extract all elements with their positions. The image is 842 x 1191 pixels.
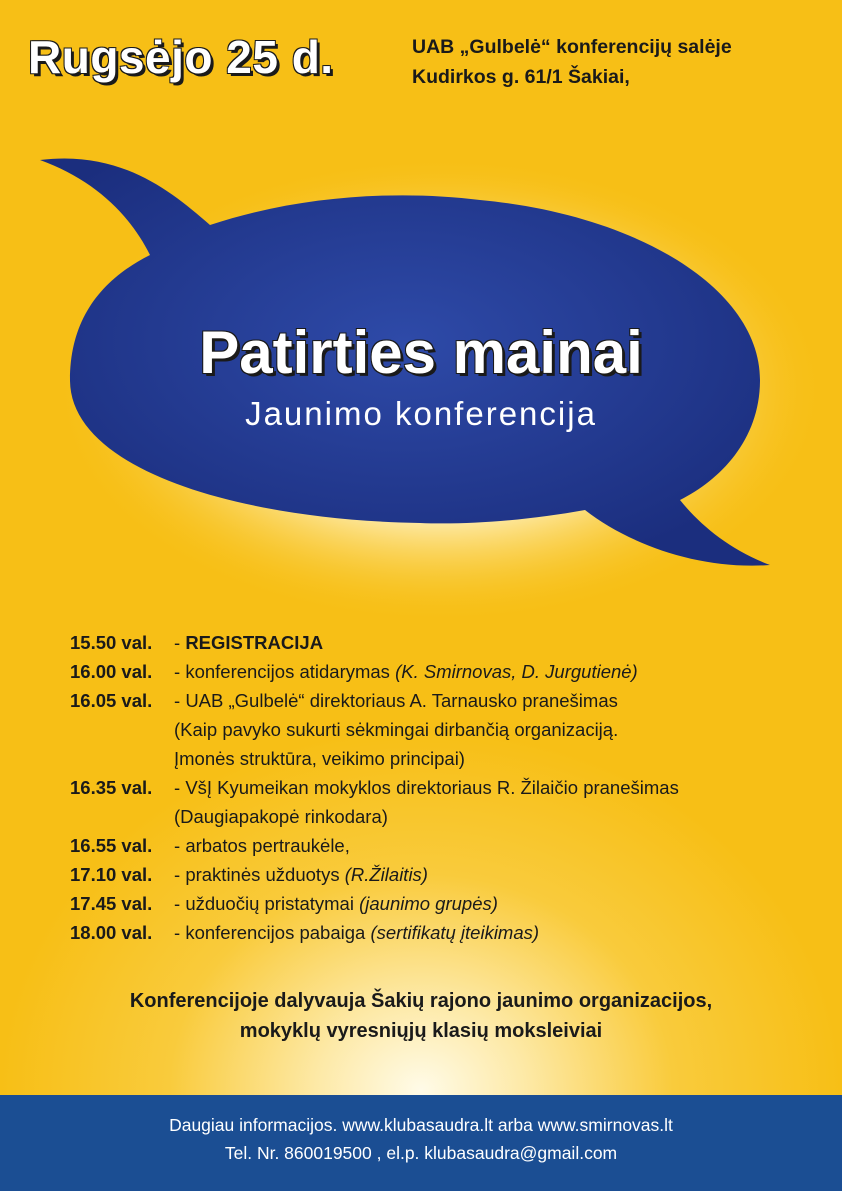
- agenda-desc: - UAB „Gulbelė“ direktoriaus A. Tarnausko pranešimas: [174, 690, 618, 711]
- agenda-time: 18.00 val.: [70, 922, 153, 943]
- agenda-row: [70, 773, 810, 802]
- agenda-time: 17.45 val.: [70, 893, 153, 914]
- agenda-desc: - praktinės užduotys (R.Žilaitis): [174, 864, 428, 885]
- agenda-desc: - konferencijos pabaiga (sertifikatų įteikimas): [174, 922, 540, 943]
- agenda-continuation: (Daugiapakopė rinkodara): [174, 806, 388, 827]
- conference-subtitle: Jaunimo konferencija: [245, 395, 597, 432]
- note-line-2: mokyklų vyresniųjų klasių moksleiviai: [239, 1020, 603, 1042]
- agenda-row: [70, 860, 810, 889]
- agenda-desc: - arbatos pertraukėle,: [174, 835, 350, 856]
- agenda-desc: - konferencijos atidarymas (K. Smirnovas, D. Jurgutienė): [174, 661, 638, 682]
- agenda-row: [70, 889, 810, 918]
- agenda-desc: - VšĮ Kyumeikan mokyklos direktoriaus R. Žilaičio pranešimas: [174, 777, 679, 798]
- agenda-time: 16.35 val.: [70, 777, 153, 798]
- event-date: Rugsėjo 25 d.: [28, 31, 334, 83]
- venue-line-1: UAB „Gulbelė“ konferencijų salėje: [412, 36, 732, 58]
- agenda-continuation: (Kaip pavyko sukurti sėkmingai dirbančią organizaciją.: [174, 719, 619, 740]
- agenda-row: [70, 657, 810, 686]
- agenda-row: [70, 831, 810, 860]
- agenda-time: 17.10 val.: [70, 864, 153, 885]
- agenda-time: 16.05 val.: [70, 690, 153, 711]
- footer-contact-line: Tel. Nr. 860019500 , el.p. klubasaudra@gmail.com: [224, 1143, 618, 1163]
- agenda-desc: - REGISTRACIJA: [174, 632, 324, 653]
- footer-info-line: Daugiau informacijos. www.klubasaudra.lt arba www.smirnovas.lt: [169, 1115, 673, 1135]
- agenda: [70, 628, 810, 947]
- participants-note: [0, 986, 842, 1046]
- agenda-row: [70, 628, 810, 657]
- agenda-row: [70, 918, 810, 947]
- footer: [0, 1095, 842, 1191]
- note-line-1: Konferencijoje dalyvauja Šakių rajono jaunimo organizacijos,: [129, 990, 713, 1012]
- agenda-desc: - užduočių pristatymai (jaunimo grupės): [174, 893, 498, 914]
- agenda-time: 16.55 val.: [70, 835, 153, 856]
- conference-title: Patirties mainai: [199, 319, 643, 386]
- agenda-continuation: Įmonės struktūra, veikimo principai): [174, 748, 465, 769]
- agenda-time: 15.50 val.: [70, 632, 153, 653]
- agenda-time: 16.00 val.: [70, 661, 153, 682]
- venue-line-2: Kudirkos g. 61/1 Šakiai,: [412, 66, 630, 88]
- agenda-row: [70, 686, 810, 715]
